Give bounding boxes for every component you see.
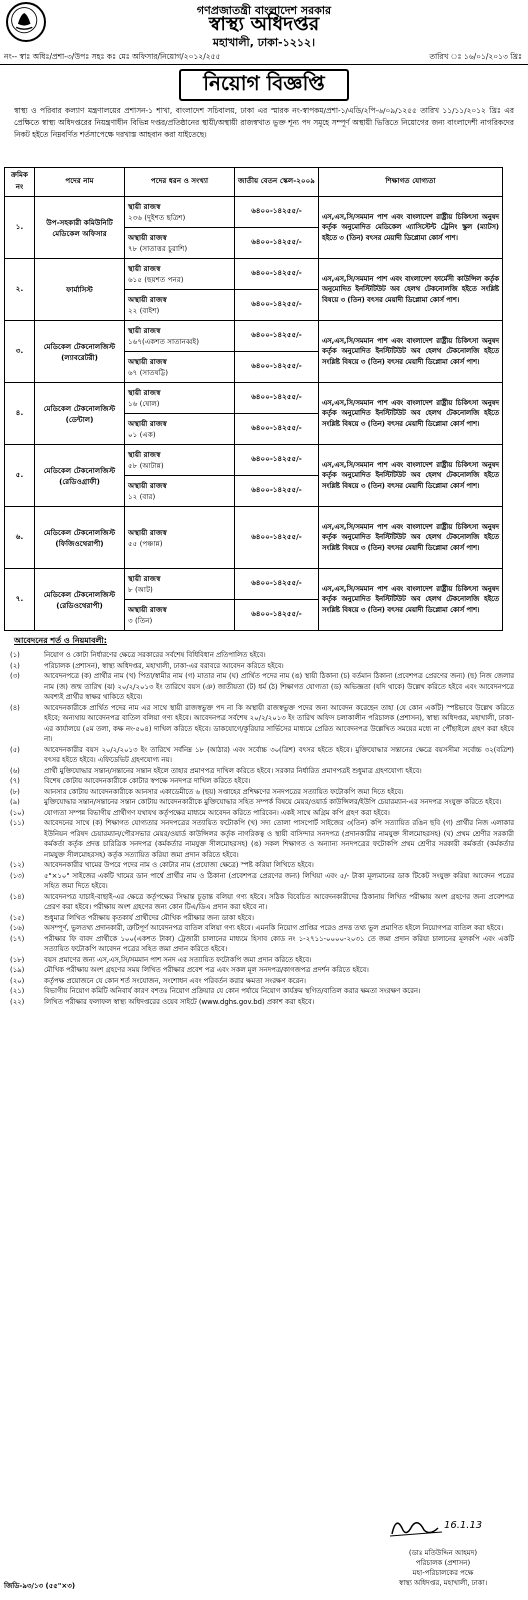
condition-text: যোগ্যতা সম্পন্ন বিভাগীয় প্রার্থীগণ যথাযথ কর্তৃপক্ষের মাধ্যমে আবেদন করিতে পারিবেন। একই সাথে অগ্রিম কপি গ্রহণ করা হইবে। — [44, 808, 390, 817]
row-qualification: এস,এস,সি/সমমান পাশ এবং বাংলাদেশ রাষ্ট্রীয় চিকিৎসা অনুষদ কর্তৃক অনুমোদিত ইনস্টিটিউট অব হেলথ টেকনোলজি হইতে সংশ্লিষ্ট বিষয়ে ৩ (তিন) বৎসর মেয়াদী ডিপ্লোমা কোর্স পাশ। — [319, 383, 503, 445]
condition-item — [0, 955, 528, 966]
row-post-name: মেডিকেল টেকনোলজিস্ট (ফিজিওথেরাপী) — [35, 507, 125, 569]
condition-number: (১৭) — [10, 934, 25, 943]
condition-text: বিশেষ কোটায় আবেদনকারীকে কোটার স্বপক্ষে সনদপত্র দাখিল করিতে হইবে। — [44, 777, 251, 785]
signatory-on-behalf: মহা-পরিচালকের পক্ষে — [412, 1569, 474, 1577]
row-post-type — [125, 197, 235, 228]
condition-item — [0, 745, 528, 766]
post-type-label: অস্থায়ী রাজস্ব — [128, 419, 167, 428]
condition-number: (২১) — [10, 987, 25, 995]
row-pay-scale: ৬৪০০-১৪২৫৫/- — [235, 414, 319, 445]
condition-text: বিভাগীয় নিয়োগ কমিটি অনিবার্য কারণ বশতঃ নিয়োগ প্রক্রিয়ার যে কোন পর্যায়ে নিয়োগ কার্যক্রম স্থগিত/বাতিল করার ক্ষমতা সংরক্ষণ করেন। — [44, 987, 421, 995]
post-type-label: স্থায়ী রাজস্ব — [128, 264, 161, 273]
signature-image — [372, 1508, 502, 1548]
post-count: ৮ (আট) — [128, 585, 153, 594]
row-qualification: এস,এস,সি/সমমান পাশ এবং বাংলাদেশ রাষ্ট্রীয় চিকিৎসা অনুষদ কর্তৃক অনুমোদিত ইনস্টিটিউট অব হেলথ টেকনোলজি হইতে সংশ্লিষ্ট বিষয়ে ৩ (তিন) বৎসর মেয়াদী ডিপ্লোমা কোর্স পাশ। — [319, 507, 503, 569]
condition-number: (৮) — [10, 787, 20, 796]
row-post-name: মেডিকেল টেকনোলজিস্ট (ডেন্টাল) — [35, 383, 125, 445]
post-count: ১২ (বার) — [128, 492, 156, 501]
condition-text: আবেদনপত্র যাচাই-বাছাই-এর ক্ষেত্রে কর্তৃপক্ষের সিদ্ধান্ত চূড়ান্ত বলিয়া গণ্য হইবে। সঠিক বিবেচিত আবেদনকারীদের ঠিকানায় লিখিত পরীক্ষায় অংশ গ্রহণের জন্য প্রবেশপত্র প্রেরণ করা হইবে। পরীক্ষায় অংশ গ্রহণের জন্য কোন টিএ/ডিএ প্রদান করা হইবে না। — [44, 892, 514, 911]
post-type-label: স্থায়ী রাজস্ব — [128, 388, 161, 397]
condition-number: (২২) — [10, 997, 25, 1006]
condition-item — [0, 965, 528, 976]
condition-text: পরীক্ষার ফি বাবদ প্রার্থীকে ১০০(একশত টাকা) ট্রেজারী চালানের মাধ্যমে হিসাব কোড নং ১-২৭১১-০০০০-২০৩১ তে জমা প্রদান করিয়া চালানের মূলকপি এবং একটি সত্যায়িত ফটোকপি আবেদন পত্রের সহিত জমা প্রদান করিতে হইবে। — [44, 934, 514, 953]
row-pay-scale: ৬৪০০-১৪২৫৫/- — [235, 228, 319, 259]
condition-number: (১২) — [10, 861, 25, 869]
footer-code: জিডি-৯৩/১৩ (৫৫"×৩) — [4, 1582, 76, 1590]
condition-number: (১) — [10, 651, 20, 659]
row-serial: ৭. — [5, 569, 35, 631]
table-header-row — [5, 168, 503, 197]
condition-item — [0, 913, 528, 924]
post-type-label: অস্থায়ী রাজস্ব — [128, 295, 167, 304]
post-count: ৬১৫ (ছয়শত পনর) — [128, 275, 184, 284]
table-row — [5, 569, 503, 600]
posts-table — [4, 167, 503, 631]
signatory-name: (ডাঃ মতিউদ্দিন আহমদ) — [408, 1549, 478, 1557]
table-row — [5, 383, 503, 414]
post-type-label: স্থায়ী রাজস্ব — [128, 574, 161, 583]
row-post-type — [125, 259, 235, 290]
table-row — [5, 445, 503, 476]
condition-number: (১১) — [10, 819, 25, 827]
post-count: ১৬ (ষোল) — [128, 399, 160, 408]
condition-text: আবেদনের সাথে (ক) শিক্ষাগত যোগ্যতার সনদপত্রের সত্যায়িত ফটোকপি (খ) সদ্য তোলা পাসপোর্ট সাইজের ৩(তিন) কপি সত্যায়িত রঙিন ছবি (গ) প্রার্থীর নিজ এলাকার ইউনিয়ন পরিষদ চেয়ারম্যান/পৌরসভার মেয়র/ওয়ার্ড কাউন্সিলর কর্তৃক নাগরিকত্ব ও স্থায়ী বাসিন্দার সনদপত্র (প্রদানকারীর নামযুক্ত সীলমোহরসহ) (ঘ) প্রথম শ্রেণীর সরকারী কর্মকর্তা কর্তৃক প্রদত্ত চারিত্রিক সনদপত্র (কর্মকর্তার নামযুক্ত সীলমোহরসহ) (ঙ) সকল শিক্ষাগত ও অন্যান্য সনদপত্রের ফটোকপি প্রথম শ্রেণীর সরকারী কর্মকর্তা (কর্মকর্তার নামযুক্ত সীলমোহরসহ) কর্তৃক সত্যায়িত করিয়া জমা প্রদান করিতে হইবে। — [44, 819, 514, 859]
memo-number: নং-- স্বাঃ অধিঃ/প্রশা-৩/উপঃ সহঃ কঃ মেঃ অফিসার/নিয়োগ/২০১২/২৫৫ — [4, 52, 221, 61]
condition-text: আবেদনকারীকে প্রার্থিত পদের নাম এর সাথে স্থায়ী রাজস্বভুক্ত পদ না কি অস্থায়ী রাজস্বভুক্ত পদের জন্য আবেদন করেছেন তাহা (যে কোন একটি) স্পষ্টভাবে উল্লেখ করিতে হইবে; অন্যথায় আবেদনপত্র বাতিল বলিয়া গণ্য হইবে। আবেদনপত্র সর্বশেষ ২০/২/২০১৩ ইং তারিখ অফিস চলাকালীন পরিচালক (প্রশাসন), স্বাস্থ্য অধিদপ্তর, মহাখালী, ঢাকা-এর কার্যালয়ে (৫ম তলা, কক্ষ নং-৫০৪) দাখিল করিতে হইবে। ডাকযোগে/কুরিয়ার সার্ভিসের মাধ্যমে প্রেরিত আবেদনপত্র উল্লেখিত সময়ের মধ্যে না পৌঁছাইলে গ্রহণ করা হইবে না। — [44, 703, 514, 743]
post-count: ২২ (বাইশ) — [128, 306, 160, 315]
condition-number: (৩) — [10, 672, 20, 680]
row-serial: ৫. — [5, 445, 35, 507]
post-count: ২৩৬ (দুইশত ছত্রিশ) — [128, 213, 186, 222]
post-type-label: অস্থায়ী রাজস্ব — [128, 605, 167, 614]
table-row — [5, 259, 503, 290]
condition-number: (২০) — [10, 976, 25, 985]
row-qualification: এস,এস,সি/সমমান পাশ এবং বাংলাদেশ রাষ্ট্রীয় চিকিৎসা অনুষদ কর্তৃক অনুমোদিত মেডিকেল এ্যাসিস্টেন্ট ট্রেনিং স্কুল (ম্যাটস) হইতে ৩ (তিন) বৎসর মেয়াদী ডিপ্লোমা কোর্স পাশ। — [319, 197, 503, 259]
condition-item — [0, 871, 528, 892]
condition-item — [0, 818, 528, 860]
row-post-type — [125, 228, 235, 259]
row-serial: ১. — [5, 197, 35, 259]
condition-item — [0, 986, 528, 997]
row-post-name: মেডিকেল টেকনোলজিস্ট (রেডিওথেরাপী) — [35, 569, 125, 631]
post-type-label: অস্থায়ী রাজস্ব — [128, 233, 167, 242]
signature-date: 16.1.13 — [444, 1520, 483, 1531]
table-row — [5, 197, 503, 228]
signatory-office: স্বাস্থ্য অধিদপ্তর, মহাখালী, ঢাকা। — [398, 1579, 488, 1587]
row-qualification: এস,এস,সি/সমমান পাশ এবং বাংলাদেশ রাষ্ট্রীয় চিকিৎসা অনুষদ কর্তৃক অনুমোদিত ইনস্টিটিউট অব হেলথ টেকনোলজি হইতে সংশ্লিষ্ট বিষয়ে ৩ (তিন) বৎসর মেয়াদী ডিপ্লোমা কোর্স পাশ। — [319, 445, 503, 507]
condition-number: (৪) — [10, 703, 20, 712]
conditions-list — [0, 650, 528, 1007]
col-header-qualification: শিক্ষাগত যোগ্যতা — [319, 168, 503, 197]
notice-title: নিয়োগ বিজ্ঞপ্তি — [179, 69, 349, 101]
condition-text: প্রার্থী মুক্তিযোদ্ধার সন্তান/সন্তানের সন্তান হইলে তাহার প্রমাণপত্র দাখিল করিতে হইবে। সরকার নির্ধারিত প্রমাণপত্রই শুধুমাত্র গ্রহণযোগ্য হইবে। — [44, 766, 422, 775]
post-count: ৫৮ (আটান্ন) — [128, 461, 164, 470]
table-row — [5, 507, 503, 569]
intro-paragraph: স্বাস্থ্য ও পরিবার কল্যাণ মন্ত্রণালয়ের প্রশাসন-১ শাখা, বাংলাদেশ সচিবালয়, ঢাকা এর স্মারক নং-স্বাপকম/প্রশা-১/এডি/২পি-৬/০৯/১২৫৫ তারিখ ১১/১১/২০১২ খ্রিঃ এর প্রেক্ষিতে স্বাস্থ্য অধিদপ্তরের নিয়ন্ত্রণাধীন বিভিন্ন দপ্তর/প্রতিষ্ঠানের স্থায়ী/অস্থায়ী রাজস্বখাত ভুক্ত শূন্য পদ সমূহে সম্পূর্ণ অস্থায়ী ভিত্তিতে নিয়োগের জন্য বাংলাদেশী নাগরিকদের নিকট হইতে নিম্নবর্ণিত শর্তসাপেক্ষে দরখাস্ত আহবান করা যাইতেছে। — [14, 106, 514, 139]
row-post-name: মেডিকেল টেকনোলজিস্ট (ল্যাবরেটরী) — [35, 321, 125, 383]
condition-text: ৫"×১০" সাইজের একটি খামের ডান পার্শ্বে প্রার্থীর নাম ও ঠিকানা (প্রবেশপত্র প্রেরণের জন্য) লিখিয়া এবং ৫/- টাকা মূল্যমানের ডাক টিকেট সংযুক্ত করিয়া আবেদন পত্রের সহিত জমা দিতে হইবে। — [44, 871, 514, 890]
table-row — [5, 321, 503, 352]
row-post-type — [125, 414, 235, 445]
row-serial: ৩. — [5, 321, 35, 383]
condition-number: (২) — [10, 661, 20, 670]
condition-text: লিখিত পরীক্ষার ফলাফল স্বাস্থ্য অধিদপ্তরের ওয়েব সাইটে (www.dghs.gov.bd) প্রকাশ করা হইবে। — [44, 997, 315, 1006]
post-count: ০১ (এক) — [128, 430, 156, 439]
post-count: ৬৭ (সাতষট্টি) — [128, 368, 169, 377]
row-pay-scale: ৬৪০০-১৪২৫৫/- — [235, 352, 319, 383]
signatory-designation: পরিচালক (প্রশাসন) — [415, 1559, 471, 1567]
condition-text: শুধুমাত্র লিখিত পরীক্ষায় কৃতকার্য প্রার্থীদের মৌখিক পরীক্ষার জন্য ডাকা হইবে। — [44, 913, 254, 922]
row-post-type — [125, 569, 235, 600]
condition-number: (১০) — [10, 808, 25, 817]
condition-item — [0, 892, 528, 913]
condition-number: (১৫) — [10, 913, 25, 922]
row-post-type — [125, 600, 235, 631]
condition-item — [0, 766, 528, 777]
row-post-name: ফার্মাসিস্ট — [35, 259, 125, 321]
condition-item — [0, 650, 528, 661]
condition-text: নিয়োগ ও কোটা নির্ধারণের ক্ষেত্রে সরকারের সর্বশেষ বিধিবিধান প্রতিপালিত হইবে। — [44, 651, 266, 659]
row-pay-scale: ৬৪০০-১৪২৫৫/- — [235, 507, 319, 569]
row-qualification: এস,এস,সি/সমমান পাশ এবং বাংলাদেশ রাষ্ট্রীয় চিকিৎসা অনুষদ কর্তৃক অনুমোদিত ইনস্টিটিউট অব হেলথ টেকনোলজি হইতে সংশ্লিষ্ট বিষয়ে ৩ (তিন) বৎসর মেয়াদী ডিপ্লোমা কোর্স পাশ। — [319, 321, 503, 383]
row-pay-scale: ৬৪০০-১৪২৫৫/- — [235, 476, 319, 507]
post-count: ১৬৭(একশত সাতানব্বই) — [128, 337, 200, 346]
condition-text: কর্তৃপক্ষ প্রয়োজনে যে কোন শর্ত সংযোজন, সংশোধন এবং পরিবর্তন করার ক্ষমতা সংরক্ষণ করেন। — [44, 976, 306, 985]
row-pay-scale: ৬৪০০-১৪২৫৫/- — [235, 445, 319, 476]
row-post-type — [125, 290, 235, 321]
condition-text: আবেদনকারীর বয়স ২০/২/২০১৩ ইং তারিখে সর্বনিম্ন ১৮ (আঠার) এবং সর্বোচ্চ ৩০(ত্রিশ) বৎসর হইতে হইবে। মুক্তিযোদ্ধার সন্তানের ক্ষেত্রে বয়সসীমা সর্বোচ্চ ৩২(বত্রিশ) বৎসর হইতে হইবে। এফিডেভিট গ্রহণযোগ্য নয়। — [44, 745, 514, 764]
condition-text: অসম্পূর্ণ, ভুলতথ্য প্রদানকারী, ত্রুটিপূর্ণ আবেদনপত্র বাতিল বলিয়া গণ্য হইবে। এমনকি নিয়োগ প্রাপ্তির পরেও প্রদত্ত তথ্য ভুল প্রমাণিত হইলে নিয়োগপত্র বাতিল করা হইবে। — [44, 924, 504, 932]
row-post-type — [125, 507, 235, 569]
post-count: ৫৫ (পঞ্চান্ন) — [128, 538, 163, 548]
condition-item — [0, 787, 528, 798]
reference-line — [0, 48, 528, 65]
col-header-serial: ক্রমিক নং — [5, 168, 35, 197]
post-type-label: স্থায়ী রাজস্ব — [128, 326, 161, 335]
office-address: মহাখালী, ঢাকা-১২১২। — [212, 36, 316, 49]
condition-item — [0, 703, 528, 745]
condition-item — [0, 860, 528, 871]
post-count: ৩ (তিন) — [128, 616, 153, 625]
memo-date: তারিখ ঃ ১৬/০১/২০১৩ খ্রিঃ — [429, 52, 522, 61]
row-pay-scale: ৬৪০০-১৪২৫৫/- — [235, 569, 319, 600]
condition-number: (১৬) — [10, 924, 25, 932]
row-serial: ৬. — [5, 507, 35, 569]
condition-item — [0, 671, 528, 703]
condition-text: মুক্তিযোদ্ধার সন্তান/সন্তানের সন্তান কোটায় আবেদনকারীকে মুক্তিযোদ্ধার সহিত সম্পর্ক বিষয়ে মেয়র/ওয়ার্ড কাউন্সিলর/ইউপি চেয়ারম্যান-এর সনদপত্র সংযুক্ত করিতে হইবে। — [44, 798, 502, 806]
post-type-label: অস্থায়ী রাজস্ব — [128, 357, 167, 366]
condition-number: (১৮) — [10, 955, 25, 964]
col-header-post: পদের নাম — [35, 168, 125, 197]
col-header-scale: জাতীয় বেতন স্কেল-২০০৯ — [235, 168, 319, 197]
row-post-type — [125, 383, 235, 414]
row-pay-scale: ৬৪০০-১৪২৫৫/- — [235, 383, 319, 414]
post-type-label: স্থায়ী রাজস্ব — [128, 450, 161, 459]
post-count: ৭৮ (সাতাত্তর চুরাশি) — [128, 244, 188, 253]
row-pay-scale: ৬৪০০-১৪২৫৫/- — [235, 321, 319, 352]
condition-item — [0, 923, 528, 934]
row-pay-scale: ৬৪০০-১৪২৫৫/- — [235, 600, 319, 631]
row-pay-scale: ৬৪০০-১৪২৫৫/- — [235, 290, 319, 321]
condition-number: (৭) — [10, 777, 20, 785]
condition-item — [0, 934, 528, 955]
condition-text: আবেদনকারীর খামের উপরে পদের নাম ও কোটার নাম (প্রযোজ্য ক্ষেত্রে) স্পষ্ট করিয়া লিখিতে হইবে। — [44, 861, 314, 869]
row-post-type — [125, 476, 235, 507]
condition-item — [0, 797, 528, 808]
condition-number: (১৩) — [10, 871, 25, 880]
row-post-type — [125, 352, 235, 383]
row-post-name: মেডিকেল টেকনোলজিস্ট (রেডিওগ্রাফী) — [35, 445, 125, 507]
condition-number: (৫) — [10, 745, 20, 754]
condition-text: পরিচালক (প্রশাসন), স্বাস্থ্য অধিদপ্তর, মহাখালী, ঢাকা-এর বরাবরে আবেদন করিতে হইবে। — [44, 661, 284, 670]
condition-text: বয়স প্রমাণের জন্য এস,এস,সি/সমমান পাশ সনদ এর সত্যায়িত ফটোকপি জমা প্রদান করিতে হইবে। — [44, 955, 312, 964]
condition-item — [0, 997, 528, 1008]
row-post-type — [125, 321, 235, 352]
condition-number: (৯) — [10, 798, 20, 806]
condition-item — [0, 776, 528, 787]
row-pay-scale: ৬৪০০-১৪২৫৫/- — [235, 259, 319, 290]
row-serial: ২. — [5, 259, 35, 321]
condition-item — [0, 808, 528, 819]
condition-text: আনসার কোটায় আবেদনকারীকে আনসার একাডেমীতে ৬ (ছয়) সপ্তাহের প্রশিক্ষণের সনদপত্রের সত্যায়িত ফটোকপি জমা দিতে হইবে। — [44, 787, 404, 796]
conditions-title: আবেদনের শর্ত ও নিয়মাবলী: — [14, 636, 108, 645]
condition-item — [0, 661, 528, 672]
col-header-type: পদের ধরন ও সংখ্যা — [125, 168, 235, 197]
row-post-type — [125, 445, 235, 476]
row-post-name: উপ-সহকারী কমিউনিটি মেডিকেল অফিসার — [35, 197, 125, 259]
government-name: গণপ্রজাতন্ত্রী বাংলাদেশ সরকার — [196, 4, 332, 17]
row-serial: ৪. — [5, 383, 35, 445]
condition-number: (১৯) — [10, 966, 25, 974]
row-qualification: এস,এস,সি/সমমান পাশ এবং বাংলাদেশ ফার্মেসী কাউন্সিল কর্তৃক অনুমোদিত ইনস্টিটিউট অব হেলথ টেকনোলজি হইতে সংশ্লিষ্ট বিষয়ে ৩ (তিন) বৎসর মেয়াদী ডিপ্লোমা কোর্স পাশ। — [319, 259, 503, 321]
row-pay-scale: ৬৪০০-১৪২৫৫/- — [235, 197, 319, 228]
department-name: স্বাস্থ্য অধিদপ্তর — [208, 13, 320, 35]
post-type-label: অস্থায়ী রাজস্ব — [128, 527, 167, 537]
post-type-label: অস্থায়ী রাজস্ব — [128, 481, 167, 490]
condition-number: (৬) — [10, 766, 20, 775]
condition-number: (১৪) — [10, 892, 25, 901]
condition-item — [0, 976, 528, 987]
condition-text: মৌখিক পরীক্ষায় অংশ গ্রহণের সময় লিখিত পরীক্ষার প্রবেশ পত্র এবং সকল মূল সনদপত্র/কাগজপত্র প্রদর্শন করিতে হইবে। — [44, 966, 369, 974]
row-qualification: এস,এস,সি/সমমান পাশ এবং বাংলাদেশ রাষ্ট্রীয় চিকিৎসা অনুষদ কর্তৃক অনুমোদিত ইনস্টিটিউট অব হেলথ টেকনোলজি হইতে সংশ্লিষ্ট বিষয়ে ৩ (তিন) বৎসর মেয়াদী ডিপ্লোমা কোর্স পাশ। — [319, 569, 503, 631]
post-type-label: স্থায়ী রাজস্ব — [128, 202, 161, 211]
condition-text: আবেদনপত্রে (ক) প্রার্থীর নাম (খ) পিতা/স্বামীর নাম (গ) মাতার নাম (ঘ) প্রার্থিত পদের নাম (ঙ) স্থায়ী ঠিকানা (চ) বর্তমান ঠিকানা (প্রবেশপত্র প্রেরণের জন্য) (ছ) নিজ জেলার নাম (জ) জন্ম তারিখ (ঝ) ২০/২/২০১৩ ইং তারিখে বয়স (ঞ) জাতীয়তা (ট) ধর্ম (ঠ) শিক্ষাগত যোগ্যতা (ড) অভিজ্ঞতা (যদি থাকে) উল্লেখ করিতে হইবে এবং আবেদনপত্রে অবশ্যই প্রার্থীর স্বাক্ষর থাকিতে হইবে। — [44, 672, 514, 701]
letterhead — [0, 0, 528, 48]
